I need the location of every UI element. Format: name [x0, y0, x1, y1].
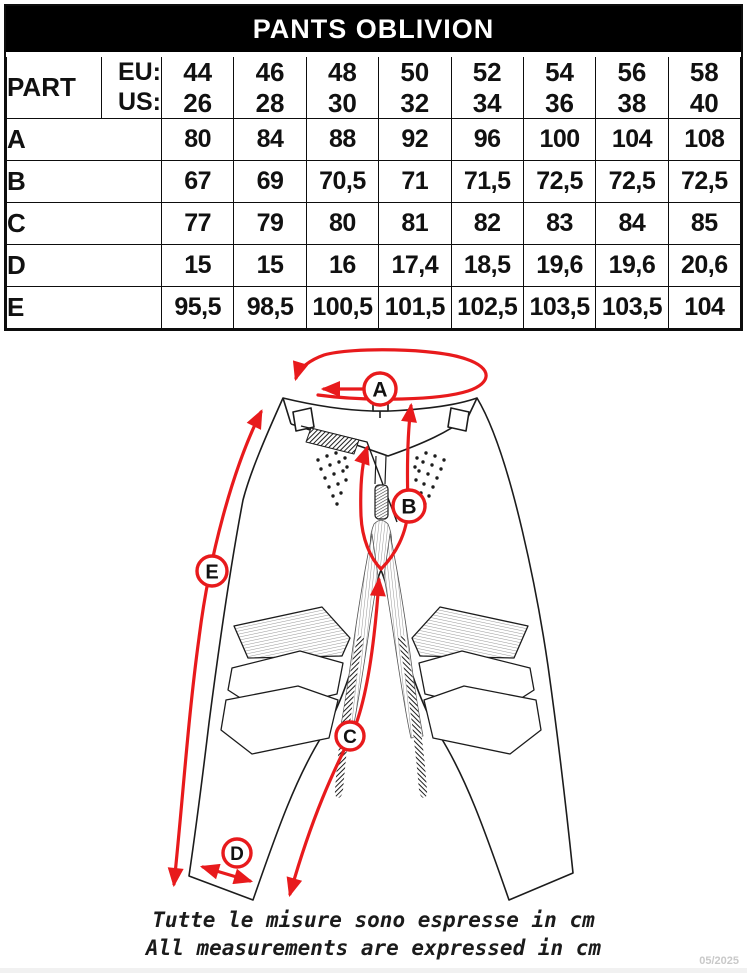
table-cell: 92: [379, 119, 451, 161]
badge-b-label: B: [401, 495, 417, 519]
row-label: E: [7, 287, 162, 329]
row-label: B: [7, 161, 162, 203]
table-cell: 71,5: [451, 161, 523, 203]
table-row: [7, 161, 741, 203]
size-table: [4, 4, 743, 331]
version-stamp: 05/2025: [699, 955, 739, 967]
zipper-strip: [375, 485, 388, 519]
badge-d-label: D: [230, 844, 244, 865]
table-cell: 101,5: [379, 287, 451, 329]
size-col-header: 48 30: [306, 57, 378, 119]
table-cell: 19,6: [523, 245, 595, 287]
table-cell: 83: [523, 203, 595, 245]
table-cell: 85: [668, 203, 740, 245]
header-row: [7, 57, 741, 119]
size-table-grid: [6, 57, 741, 329]
size-col-header: 52 34: [451, 57, 523, 119]
page-title: PANTS OBLIVION: [6, 6, 741, 52]
pants-drawing: [189, 397, 573, 900]
table-cell: 82: [451, 203, 523, 245]
table-cell: 84: [234, 119, 306, 161]
table-cell: 15: [162, 245, 234, 287]
table-cell: 71: [379, 161, 451, 203]
size-col-header: 54 36: [523, 57, 595, 119]
table-cell: 103,5: [596, 287, 668, 329]
table-cell: 98,5: [234, 287, 306, 329]
table-cell: 80: [306, 203, 378, 245]
table-cell: 72,5: [523, 161, 595, 203]
table-cell: 84: [596, 203, 668, 245]
table-cell: 77: [162, 203, 234, 245]
table-cell: 96: [451, 119, 523, 161]
size-col-header: 46 28: [234, 57, 306, 119]
table-cell: 72,5: [668, 161, 740, 203]
table-row: [7, 287, 741, 329]
table-cell: 18,5: [451, 245, 523, 287]
table-row: [7, 245, 741, 287]
pants-measurement-diagram: [0, 338, 747, 913]
size-col-header: 56 38: [596, 57, 668, 119]
table-cell: 16: [306, 245, 378, 287]
row-label: A: [7, 119, 162, 161]
table-row: [7, 119, 741, 161]
badge-c-label: C: [343, 727, 357, 748]
table-cell: 88: [306, 119, 378, 161]
table-cell: 102,5: [451, 287, 523, 329]
table-cell: 19,6: [596, 245, 668, 287]
table-cell: 70,5: [306, 161, 378, 203]
region-header: [102, 57, 162, 119]
table-cell: 100: [523, 119, 595, 161]
size-col-header: 44 26: [162, 57, 234, 119]
table-cell: 15: [234, 245, 306, 287]
table-cell: 79: [234, 203, 306, 245]
row-label: D: [7, 245, 162, 287]
table-cell: 17,4: [379, 245, 451, 287]
row-label: C: [7, 203, 162, 245]
table-cell: 108: [668, 119, 740, 161]
caption-italian: Tutte le misure sono espresse in cm: [152, 908, 595, 932]
table-cell: 103,5: [523, 287, 595, 329]
table-cell: 100,5: [306, 287, 378, 329]
table-cell: 69: [234, 161, 306, 203]
table-cell: 104: [596, 119, 668, 161]
table-row: [7, 203, 741, 245]
bottom-edge-strip: [0, 968, 747, 973]
caption-english: All measurements are expressed in cm: [145, 936, 602, 960]
eu-label: EU:: [117, 58, 161, 87]
part-header: PART: [7, 57, 102, 119]
table-cell: 80: [162, 119, 234, 161]
badge-e-label: E: [205, 561, 219, 584]
table-cell: 104: [668, 287, 740, 329]
badge-a-label: A: [372, 378, 388, 402]
table-cell: 20,6: [668, 245, 740, 287]
table-cell: 67: [162, 161, 234, 203]
size-col-header: 50 32: [379, 57, 451, 119]
table-cell: 95,5: [162, 287, 234, 329]
us-label: US:: [117, 87, 161, 116]
size-col-header: 58 40: [668, 57, 740, 119]
table-cell: 72,5: [596, 161, 668, 203]
table-cell: 81: [379, 203, 451, 245]
